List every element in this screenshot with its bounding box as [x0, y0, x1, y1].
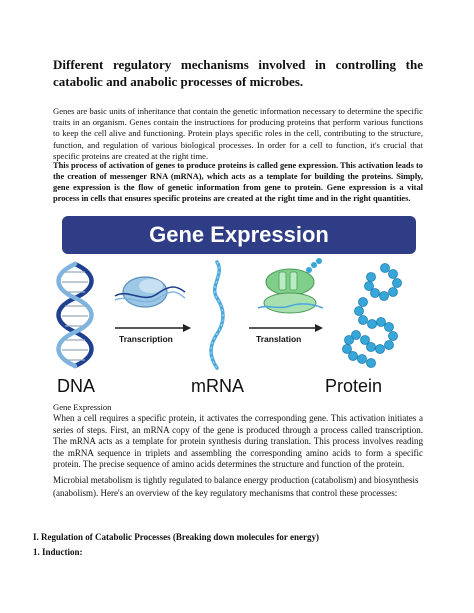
figure-title: Gene Expression — [149, 222, 329, 247]
transcription-label: Transcription — [119, 334, 173, 344]
ribosome-icon — [258, 258, 323, 313]
mrna-strand-icon — [211, 262, 223, 368]
translation-label: Translation — [256, 334, 302, 344]
intro-paragraph: Genes are basic units of inheritance that contain the genetic information necessary to determine the specific traits in an organism. Genes contain the instructions for producing proteins that perform various functions to keep the cell alive and functioning. Protein plays specific roles in the cell, contributing to the structure, function, and regulation of various biological processes. In order for a cell to function, it's crucial that specific proteins are created at the right time. — [53, 106, 423, 161]
gene-expression-diagram — [53, 216, 425, 400]
rna-polymerase-icon — [115, 277, 185, 307]
gene-expression-figure — [53, 216, 425, 400]
document-heading: Different regulatory mechanisms involved in controlling the catabolic and anabolic processes of microbes. — [53, 57, 423, 89]
dna-label: DNA — [57, 376, 96, 396]
gene-expression-paragraph: This process of activation of genes to produce proteins is called gene expression. This activation leads to the creation of messenger RNA (mRNA), which acts as a template for building the proteins. Simply, gene expression is the flow of genetic information from gene to protein. Gene expression is a vital process in cells that ensures specific proteins are created at the right time and in the right quantities. — [53, 161, 423, 203]
dna-helix-icon — [59, 264, 92, 366]
mrna-label: mRNA — [191, 376, 244, 396]
section-heading-catabolic: I. Regulation of Catabolic Processes (Breaking down molecules for energy) — [33, 532, 319, 542]
protein-chain-icon — [343, 264, 402, 368]
metabolism-paragraph: Microbial metabolism is tightly regulated to balance energy production (catabolism) and biosynthesis (anabolism). Here's an overview of the key regulatory mechanisms that control these processes: — [53, 475, 419, 498]
protein-label: Protein — [325, 376, 383, 396]
figure-caption: Gene Expression — [53, 402, 112, 412]
gene-activation-paragraph: When a cell requires a specific protein, it activates the corresponding gene. This activation initiates a series of steps. First, an mRNA copy of the gene is produced through a process called transcription. The mRNA acts as a template for protein synthesis during translation. This process involves reading the mRNA sequence in triplets and assembling the corresponding amino acids to form a specific protein. The precise sequence of amino acids determines the structure and function of the protein. — [53, 413, 423, 470]
subsection-heading-induction: 1. Induction: — [33, 547, 83, 557]
translation-arrow-icon — [249, 324, 323, 332]
transcription-arrow-icon — [115, 324, 191, 332]
